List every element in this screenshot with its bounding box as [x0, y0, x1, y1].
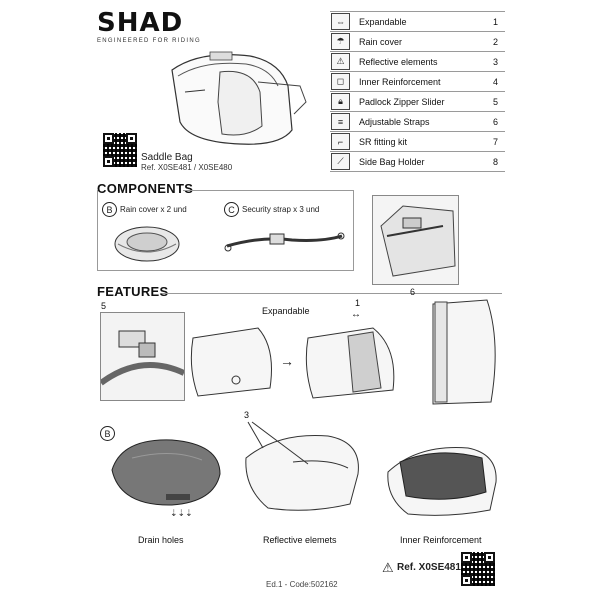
brand-logo: SHAD — [97, 8, 184, 38]
callout-3: 3 — [244, 410, 250, 420]
reflective-icon: ⚠ — [331, 53, 350, 70]
component-letter: B — [102, 202, 117, 217]
drain-holes-illustration — [102, 430, 227, 520]
rain-cover-illustration — [112, 220, 182, 265]
inner-caption: Inner Reinforcement — [400, 535, 482, 545]
component-letter: C — [224, 202, 239, 217]
warning-icon: ⚠ — [382, 560, 394, 575]
drain-caption: Drain holes — [138, 535, 184, 545]
feature-number: 8 — [493, 156, 499, 167]
callout-b: B — [100, 426, 115, 441]
feature-row — [330, 132, 505, 152]
feature-label: Adjustable Straps — [359, 116, 430, 127]
feature-label: Side Bag Holder — [359, 156, 425, 167]
callout-5: 5 — [101, 301, 107, 311]
rain-icon: ☂ — [331, 33, 350, 50]
brand-tagline: ENGINEERED FOR RIDING — [97, 38, 201, 44]
edition-code: Ed.1 - Code:502162 — [266, 580, 338, 589]
bottom-ref: Ref. X0SE481 — [397, 562, 461, 573]
feature-row — [330, 152, 505, 172]
inner-reinforcement-illustration — [378, 432, 503, 522]
callout-1: 1 — [355, 298, 361, 308]
feature-row — [330, 32, 505, 52]
feature-number: 7 — [493, 136, 499, 147]
security-strap-illustration — [222, 228, 347, 258]
feature-number: 1 — [493, 16, 499, 27]
saddle-bag-illustration — [160, 42, 310, 154]
fitting-kit-photo — [372, 195, 459, 285]
feature-label: Inner Reinforcement — [359, 76, 441, 87]
feature-row — [330, 11, 505, 32]
feature-number: 5 — [493, 96, 499, 107]
product-name: Saddle Bag — [141, 152, 193, 163]
feature-number: 6 — [493, 116, 499, 127]
features-title: FEATURES — [97, 284, 169, 299]
callout-6: 6 — [410, 287, 416, 297]
svg-text:⇣⇣⇣: ⇣⇣⇣ — [170, 508, 193, 518]
feature-label: Reflective elements — [359, 56, 438, 67]
components-title: COMPONENTS — [97, 181, 194, 196]
product-ref: Ref. X0SE481 / X0SE480 — [141, 163, 233, 172]
reflective-elements-illustration — [238, 418, 368, 518]
padlock-closeup — [100, 312, 185, 401]
straps-icon: ≡ — [331, 113, 350, 130]
feature-label: Padlock Zipper Slider — [359, 96, 445, 107]
expand-icon: ⇔ — [331, 13, 350, 30]
padlock-icon: 🔒︎ — [331, 93, 350, 110]
expand-arrow-icon: ↔ — [351, 309, 361, 320]
straps-closeup — [405, 292, 502, 412]
reflective-caption: Reflective elemets — [263, 535, 337, 545]
feature-row — [330, 52, 505, 72]
component-label: Rain cover x 2 und — [120, 205, 187, 214]
feature-number: 3 — [493, 56, 499, 67]
feature-row — [330, 112, 505, 132]
feature-label: SR fitting kit — [359, 136, 408, 147]
reinforcement-icon: ◻ — [331, 73, 350, 90]
fitting-icon: ⌐ — [331, 133, 350, 150]
feature-table — [330, 11, 505, 172]
feature-label: Expandable — [359, 16, 407, 27]
feature-row — [330, 92, 505, 112]
holder-icon: ⟋ — [331, 153, 350, 170]
qr-code-bottom — [461, 552, 495, 586]
feature-label: Rain cover — [359, 36, 403, 47]
feature-number: 2 — [493, 36, 499, 47]
bag-closed-illustration — [188, 318, 278, 408]
arrow-right-icon: → — [280, 353, 294, 369]
feature-row — [330, 72, 505, 92]
feature-number: 4 — [493, 76, 499, 87]
bag-expanded-illustration — [303, 318, 403, 408]
expandable-caption: Expandable — [262, 306, 310, 316]
qr-code — [103, 133, 137, 167]
component-label: Security strap x 3 und — [242, 205, 320, 214]
